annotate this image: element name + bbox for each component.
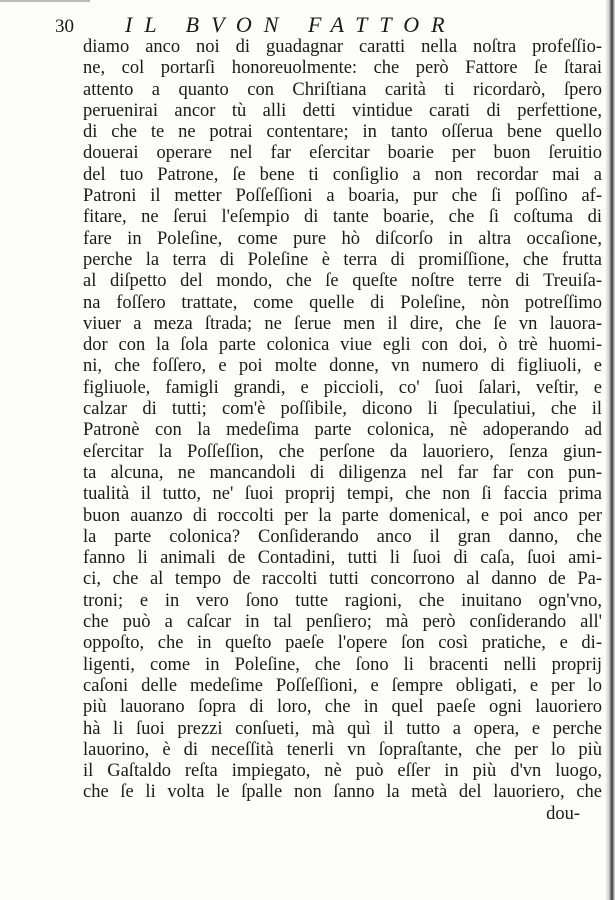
running-title: IL BVON FATTOR [125, 12, 457, 37]
text-line: ni, che foſſero, e poi molte donne, vn numero di figliuoli, e [83, 356, 602, 377]
text-line: douerai operare nel far eſercitar boarie per buon ſeruitio [83, 143, 602, 164]
text-line: lauorino, è di neceſſità tenerli vn ſopraſtante, che per lo più [83, 739, 602, 760]
text-line: che ſe li volta le ſpalle non ſanno la metà del lauoriero, che [83, 782, 602, 803]
text-line: hà li ſuoi prezzi conſueti, mà quì il tutto a opera, e perche [83, 718, 602, 739]
text-line: del tuo Patrone, ſe bene ti conſiglio a non recordar mai a [83, 164, 602, 185]
text-line: più lauorano ſopra di loro, che in quel paeſe ogni lauoriero [83, 697, 602, 718]
text-line: peruenirai ancor tù alli detti vintidue carati di perfettione, [83, 100, 602, 121]
page-edge-shadow [605, 0, 615, 900]
text-line: tualità il tutto, ne' ſuoi proprij tempi, che non ſi faccia prima [83, 484, 602, 505]
catchword: dou- [546, 804, 580, 824]
text-line: Patronè con la medeſima parte colonica, nè adoperando ad [83, 420, 602, 441]
text-line: ci, che al tempo de raccolti tutti concorrono al danno de Pa- [83, 569, 602, 590]
text-line: perche la terra di Poleſine è terra di promiſſione, che frutta [83, 249, 602, 270]
text-line: fare in Poleſine, come pure hò diſcorſo in altra occaſione, [83, 228, 602, 249]
text-line: al diſpetto del mondo, che ſe queſte noſtre terre di Treuiſa- [83, 271, 602, 292]
text-line: fanno li animali de Contadini, tutti li ſuoi di caſa, ſuoi ami- [83, 548, 602, 569]
text-line: dor con la ſola parte colonica viue egli con doi, ò trè huomi- [83, 335, 602, 356]
text-line: calzar di tutti; com'è poſſibile, dicono li ſpeculatiui, che il [83, 399, 602, 420]
text-line: la parte colonica? Conſiderando anco il gran danno, che [83, 526, 602, 547]
text-line: ligenti, come in Poleſine, che ſono li bracenti nelli proprij [83, 654, 602, 675]
text-line: caſoni delle medeſime Poſſeſſioni, e ſempre obligati, e per lo [83, 675, 602, 696]
body-text [83, 37, 602, 804]
text-line: buon auanzo di roccolti per la parte domenical, e poi anco per [83, 505, 602, 526]
text-line: figliuole, famigli grandi, e piccioli, co' ſuoi ſalari, veſtir, e [83, 377, 602, 398]
text-line: na foſſero trattate, come quelle di Poleſine, nòn potreſſimo [83, 292, 602, 313]
text-line: ta alcuna, ne mancandoli di diligenza nel far far con pun- [83, 462, 602, 483]
page-number: 30 [55, 16, 74, 37]
text-line: oppoſto, che in queſto paeſe l'opere ſon così pratiche, e di- [83, 633, 602, 654]
text-line: Patroni il metter Poſſeſſioni a boaria, pur che ſi poſſino af- [83, 186, 602, 207]
text-line: diamo anco noi di guadagnar caratti nella noſtra profeſſio- [83, 37, 602, 57]
text-line: attento a quanto con Chriſtiana carità ti ricordarò, ſpero [83, 79, 602, 100]
text-line: troni; e in vero ſono tutte ragioni, che inuitano ogn'vno, [83, 590, 602, 611]
scan-edge-mark [0, 0, 90, 2]
text-line: ne, col portarſi honoreuolmente: che però Fattore ſe ſtarai [83, 58, 602, 79]
text-line: il Gaſtaldo reſta impiegato, nè può eſſer in più d'vn luogo, [83, 761, 602, 782]
text-line: eſercitar la Poſſeſſion, che perſone da lauoriero, ſenza giun- [83, 441, 602, 462]
text-line: di che te ne potrai contentare; in tanto oſſerua bene quello [83, 122, 602, 143]
text-line: fitare, ne ſerui l'eſempio di tante boarie, che ſi coſtuma di [83, 207, 602, 228]
text-line: viuer a meza ſtrada; ne ſerue men il dire, che ſe vn lauora- [83, 313, 602, 334]
text-line: che può a caſcar in tal penſiero; mà però conſiderando all' [83, 612, 602, 633]
